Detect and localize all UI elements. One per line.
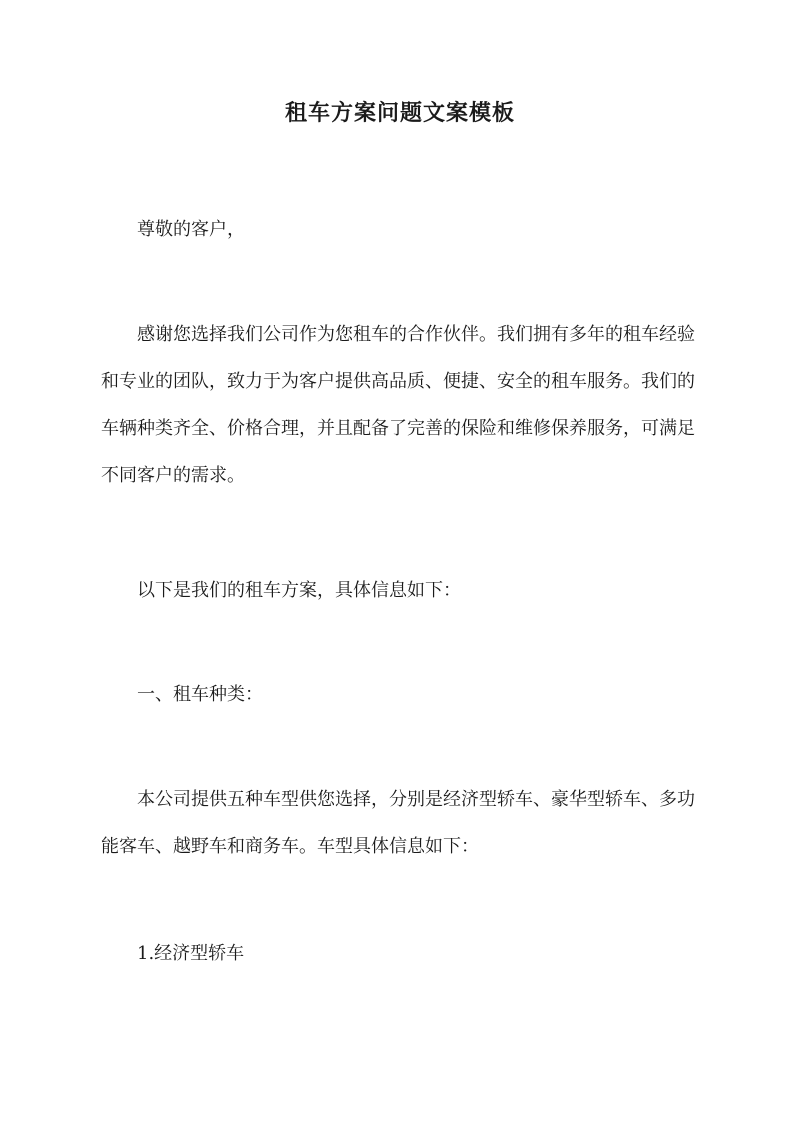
item1-heading: 1.经济型轿车: [137, 943, 245, 964]
document-title: 租车方案问题文案模板: [284, 100, 515, 126]
section1-heading: 一、租车种类：: [137, 684, 263, 705]
lead-paragraph: 以下是我们的租车方案，具体信息如下：: [137, 580, 461, 601]
section1-body: 本公司提供五种车型供您选择，分别是经济型轿车、豪华型轿车、多功能客车、越野车和商务车。车型具体信息如下：: [101, 789, 695, 857]
intro-paragraph: 感谢您选择我们公司作为您租车的合作伙伴。我们拥有多年的租车经验和专业的团队，致力于为客户提供高品质、便捷、安全的租车服务。我们的车辆种类齐全、价格合理，并且配备了完善的保险和维修保养服务，可满足不同客户的需求。: [101, 324, 695, 486]
greeting-paragraph: 尊敬的客户，: [137, 219, 245, 240]
